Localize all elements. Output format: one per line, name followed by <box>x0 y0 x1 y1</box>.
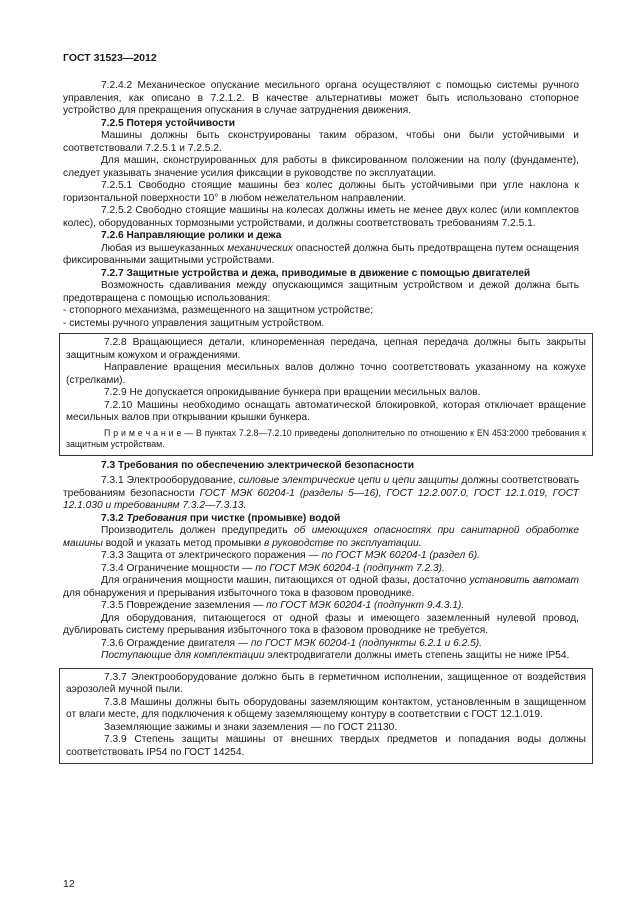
heading-7-3: 7.3 Требования по обеспечению электрической безопасности <box>101 459 415 471</box>
page-header: ГОСТ 31523—2012 <box>63 52 157 64</box>
paragraph-7-2-9: 7.2.9 Не допускается опрокидывание бункера при вращении месильных валов. <box>104 387 481 398</box>
page-number: 12 <box>63 878 75 890</box>
paragraph: Машины должны быть сконструированы таким образом, чтобы они были устойчивыми и соответствовали 7.2.5.1 и 7.2.5.2. <box>63 130 579 154</box>
paragraph-7-2-4-2: 7.2.4.2 Механическое опускание месильного органа осуществляют с помощью системы ручного управления, как описано в 7.2.1.2. В качестве альтернативы может быть использовано стопорное устройство для прекращения опускания в случае затруднения движения. <box>63 80 579 116</box>
paragraph: Заземляющие зажимы и знаки заземления — по ГОСТ 21130. <box>104 721 398 733</box>
paragraph-7-3-1: 7.3.1 Электрооборудование, силовые электрические цепи и цепи защиты должны соответствовать требованиям безопасности ГОСТ МЭК 60204-1 (разделы 5—16), ГОСТ 12.2.007.0, ГОСТ 12.1.019, ГОСТ 12.1.030 и требованиям 7.3.2—7.3.13. <box>63 475 580 511</box>
paragraph-7-2-5-2: 7.2.5.2 Свободно стоящие машины на колесах должны иметь не менее двух колес (или комплектов колес), оборудованных тормозными устройствами, и должны соответствовать требованиям 7.2.5.1. <box>63 205 579 229</box>
heading-7-2-5: 7.2.5 Потеря устойчивости <box>101 117 236 129</box>
paragraph-7-3-5: 7.3.5 Повреждение заземления — по ГОСТ МЭК 60204-1 (подпункт 9.4.3.1). <box>101 600 465 611</box>
list-item: - системы ручного управления защитным устройством. <box>63 317 325 329</box>
paragraph-7-3-4: 7.3.4 Ограничение мощности — по ГОСТ МЭК 60204-1 (подпункт 7.2.3). <box>101 562 445 574</box>
paragraph-7-3-9: 7.3.9 Степень защиты машины от внешних твердых предметов и попадания воды должны соответствовать IP54 по ГОСТ 14254. <box>66 734 586 758</box>
boxed-section-7-3-7 <box>59 668 593 765</box>
paragraph: Направление вращения месильных валов должно точно соответствовать указанному на кожухе (стрелками). <box>66 362 586 386</box>
paragraph-7-2-10: 7.2.10 Машины необходимо оснащать автоматической блокировкой, которая отключает вращение месильных валов при открывании крышки бункера. <box>66 399 586 423</box>
paragraph: Для машин, сконструированных для работы в фиксированном положении на полу (фундаменте), следует указывать значение усилия фиксации в руководстве по эксплуатации. <box>63 155 579 179</box>
paragraph: Для оборудования, питающегося от одной фазы и имеющего заземленный нулевой провод, дублировать систему прерывания избыточного тока в фазовом проводнике не требуется. <box>63 612 579 636</box>
paragraph-7-3-6: 7.3.6 Ограждение двигателя — по ГОСТ МЭК 60204-1 (подпункты 6.2.1 и 6.2.5). <box>101 637 482 649</box>
document-body <box>63 80 586 768</box>
paragraph: Возможность сдавливания между опускающимся защитным устройством и дежой должна быть предотвращена с помощью использования: <box>63 280 579 304</box>
paragraph: Для ограничения мощности машин, питающихся от одной фазы, достаточно установить автомат для обнаружения и прерывания избыточного тока в фазовом проводнике. <box>63 575 579 599</box>
paragraph: Любая из вышеуказанных механических опасностей должна быть предотвращена путем оснащения фиксированными защитными устройствами. <box>63 242 579 266</box>
paragraph-7-2-5-1: 7.2.5.1 Свободно стоящие машины без колес должны быть устойчивыми при угле наклона к горизонтальной поверхности 10° в любом нежелательном направлении. <box>63 180 579 204</box>
note: П р и м е ч а н и е — В пунктах 7.2.8—7.2.10 приведены дополнительно по отношению к EN 453:2000 требования к защитным устройствам. <box>66 427 586 449</box>
heading-7-2-7: 7.2.7 Защитные устройства и дежа, приводимые в движение с помощью двигателей <box>101 267 531 279</box>
list-item: - стопорного механизма, размещенного на защитном устройстве; <box>63 305 374 316</box>
paragraph-7-3-7: 7.3.7 Электрооборудование должно быть в герметичном исполнении, защищенное от воздействия аэрозолей мучной пыли. <box>66 671 586 695</box>
heading-7-3-2: 7.3.2 Требования при чистке (промывке) водой <box>101 512 341 524</box>
paragraph-7-2-8: 7.2.8 Вращающиеся детали, клиноременная передача, цепная передача должны быть закрыты защитным кожухом и ограждениями. <box>66 337 586 361</box>
paragraph: Поступающие для комплектации электродвигатели должны иметь степень защиты не ниже IP54. <box>101 650 570 661</box>
heading-7-2-6: 7.2.6 Направляющие ролики и дежа <box>101 230 282 241</box>
paragraph-7-3-3: 7.3.3 Защита от электрического поражения — по ГОСТ МЭК 60204-1 (раздел 6). <box>101 550 480 561</box>
paragraph-7-3-8: 7.3.8 Машины должны быть оборудованы заземляющим контактом, установленным в защищенном от влаги месте, для подключения к общему заземляющему контуру в соответствии с ГОСТ 12.1.019. <box>66 696 586 720</box>
paragraph: Производитель должен предупредить об имеющихся опасностях при санитарной обработке машины водой и указать метод промывки в руководстве по эксплуатации. <box>63 525 579 549</box>
boxed-section-7-2-8 <box>59 333 593 456</box>
